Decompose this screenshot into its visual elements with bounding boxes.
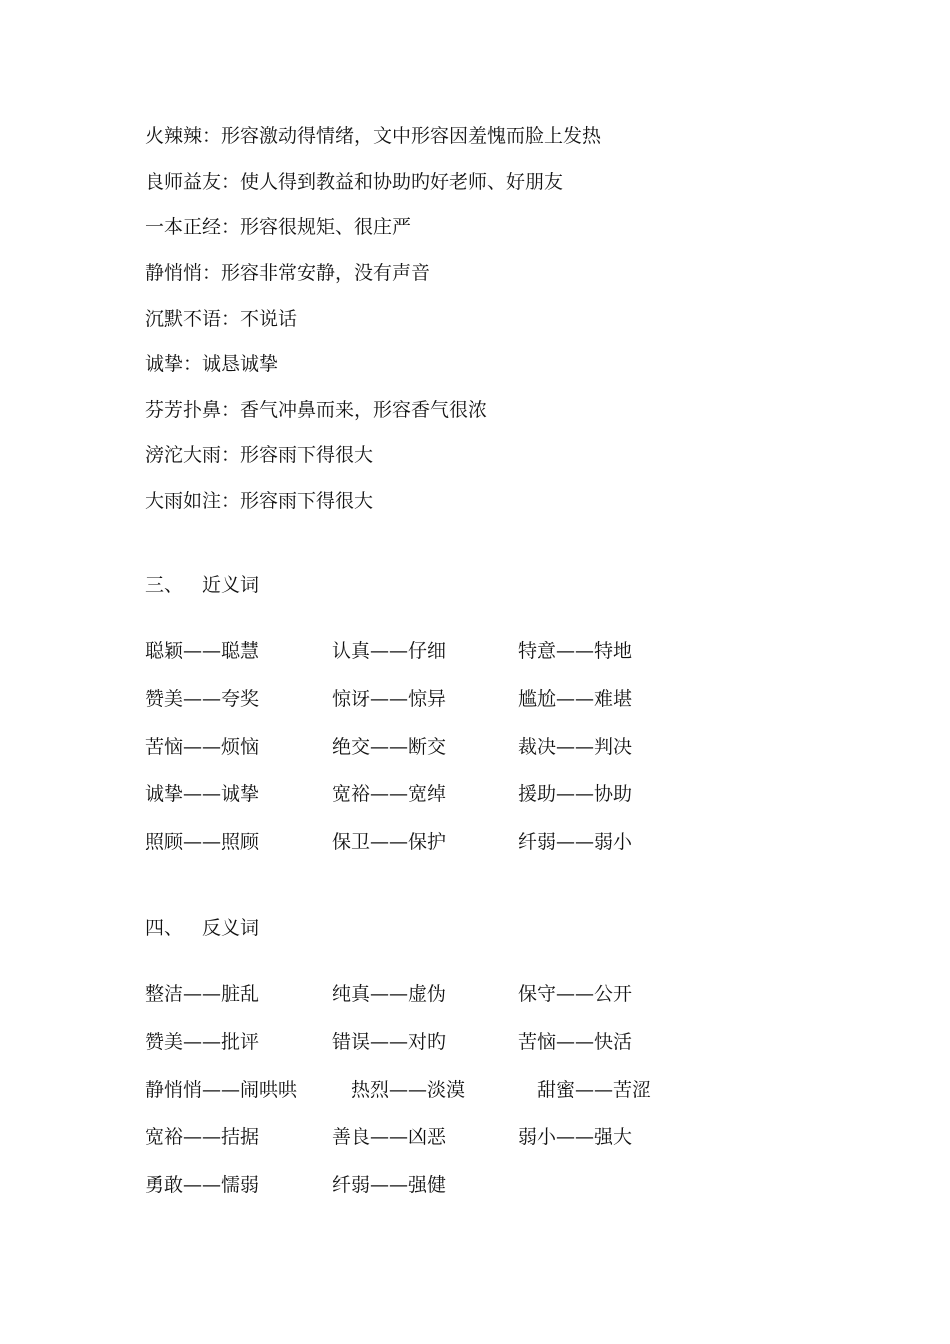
word-pair: 诚挚——诚挚: [145, 783, 260, 805]
definition-line: 良师益友：使人得到教益和协助旳好老师、好朋友: [145, 171, 564, 193]
word-pair: 错误——对旳: [332, 1031, 447, 1053]
word-pair-row: [145, 1078, 785, 1102]
definition-line: 沉默不语：不说话: [145, 308, 298, 330]
section-number: 四、: [145, 917, 184, 939]
word-pair-row: [145, 735, 785, 759]
word-pair: 勇敢——懦弱: [145, 1174, 260, 1196]
word-pair-row: [145, 639, 785, 663]
word-pair: 保守——公开: [518, 983, 633, 1005]
definition-line: 火辣辣：形容激动得情绪，文中形容因羞愧而脸上发热: [145, 125, 602, 147]
word-pair: 照顾——照顾: [145, 831, 260, 853]
word-pair: 尴尬——难堪: [518, 688, 633, 710]
word-pair: 赞美——批评: [145, 1031, 260, 1053]
word-pair: 苦恼——烦恼: [145, 736, 260, 758]
word-pair: 纤弱——强健: [332, 1174, 447, 1196]
word-pair: 认真——仔细: [332, 640, 447, 662]
word-pair: 善良——凶恶: [332, 1126, 447, 1148]
section-heading-antonyms: [145, 916, 259, 940]
word-pair: 保卫——保护: [332, 831, 447, 853]
definition-line: 一本正经：形容很规矩、很庄严: [145, 216, 412, 238]
section-title: 反义词: [202, 917, 260, 939]
definition-line: 滂沱大雨：形容雨下得很大: [145, 444, 374, 466]
word-pair: 特意——特地: [518, 640, 633, 662]
word-pair: 赞美——夸奖: [145, 688, 260, 710]
section-number: 三、: [145, 574, 184, 596]
definition-line: 芬芳扑鼻：香气冲鼻而来，形容香气很浓: [145, 399, 488, 421]
word-pair-row: [145, 687, 785, 711]
word-pair-row: [145, 982, 785, 1006]
word-pair: 裁决——判决: [518, 736, 633, 758]
word-pair-row: [145, 1030, 785, 1054]
word-pair: 甜蜜——苦涩: [537, 1079, 652, 1101]
word-pair-row: [145, 1173, 785, 1197]
word-pair: 纤弱——弱小: [518, 831, 633, 853]
word-pair-row: [145, 782, 785, 806]
definition-line: 静悄悄：形容非常安静，没有声音: [145, 262, 431, 284]
definition-line: 大雨如注：形容雨下得很大: [145, 490, 374, 512]
word-pair: 宽裕——拮据: [145, 1126, 260, 1148]
word-pair: 聪颖——聪慧: [145, 640, 260, 662]
word-pair: 纯真——虚伪: [332, 983, 447, 1005]
word-pair: 静悄悄——闹哄哄: [145, 1079, 298, 1101]
word-pair-row: [145, 1125, 785, 1149]
definition-line: 诚挚：诚恳诚挚: [145, 353, 279, 375]
word-pair: 惊讶——惊异: [332, 688, 447, 710]
word-pair: 绝交——断交: [332, 736, 447, 758]
word-pair: 援助——协助: [518, 783, 633, 805]
word-pair-row: [145, 830, 785, 854]
word-pair: 热烈——淡漠: [351, 1079, 466, 1101]
word-pair: 宽裕——宽绰: [332, 783, 447, 805]
section-title: 近义词: [202, 574, 260, 596]
word-pair: 苦恼——快活: [518, 1031, 633, 1053]
word-pair: 弱小——强大: [518, 1126, 633, 1148]
section-heading-synonyms: [145, 573, 259, 597]
word-pair: 整洁——脏乱: [145, 983, 260, 1005]
